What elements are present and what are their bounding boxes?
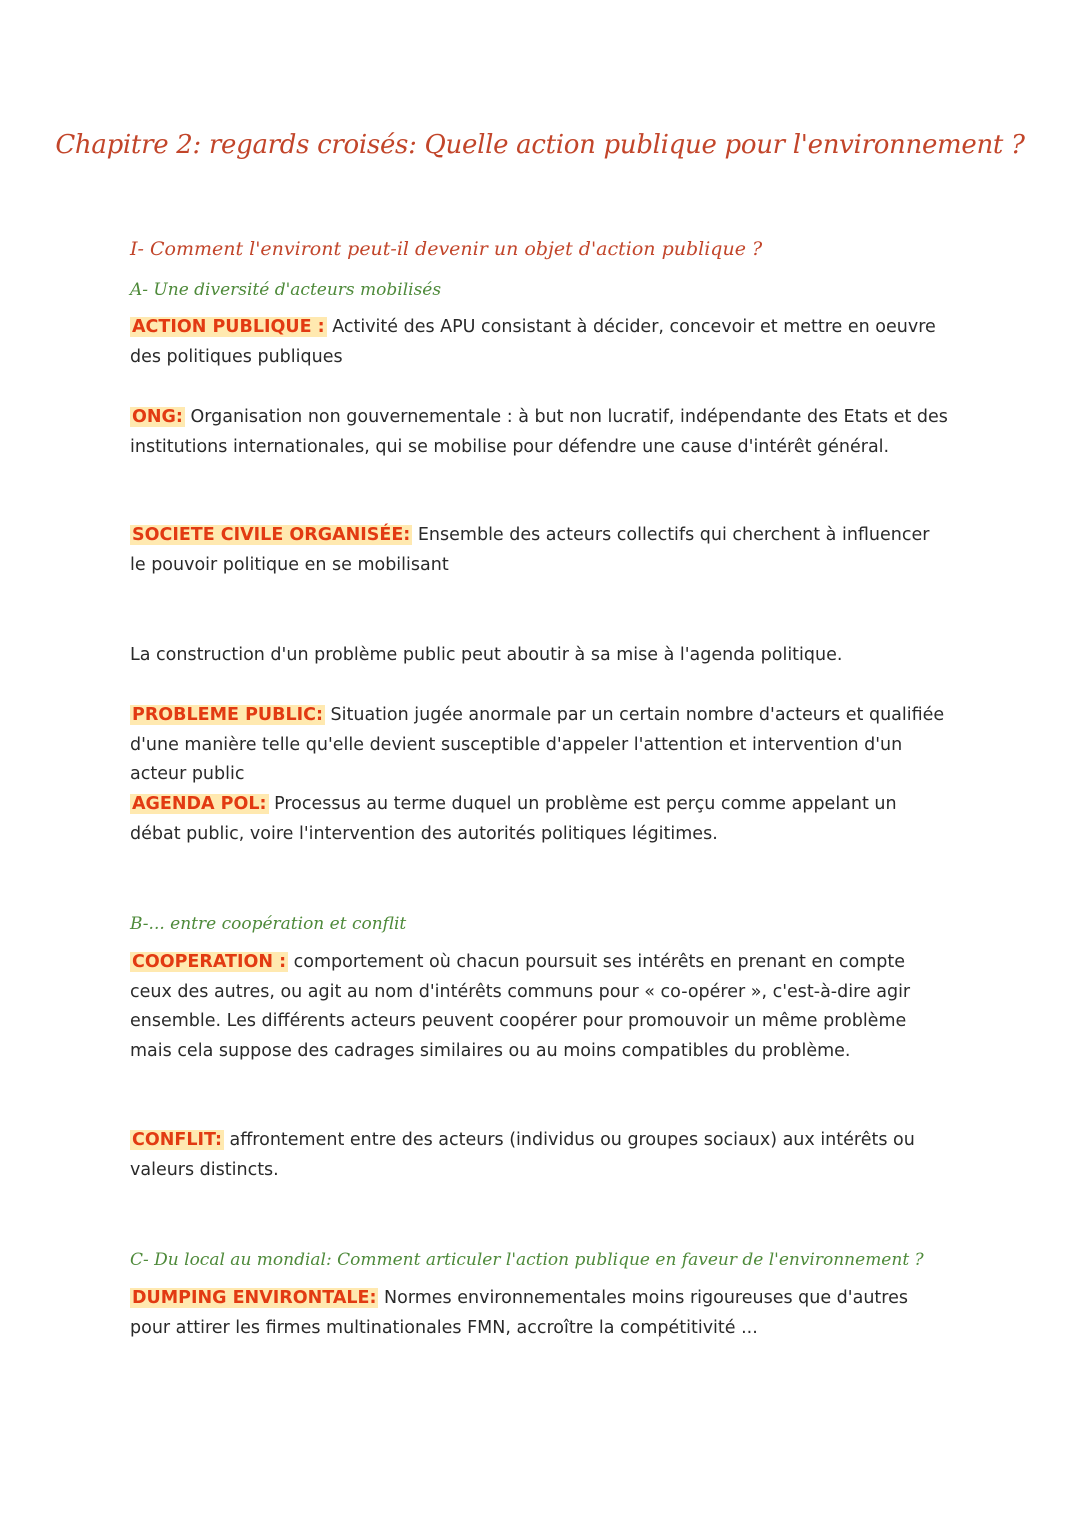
definition-societe-civile xyxy=(130,521,950,580)
subheading-c: C- Du local au mondial: Comment articuler l'action publique en faveur de l'environnement ? xyxy=(130,1250,924,1270)
definition-agenda-pol xyxy=(130,790,950,849)
chapter-title: Chapitre 2: regards croisés: Quelle action publique pour l'environnement ? xyxy=(55,130,1025,160)
subheading-b: B-... entre coopération et conflit xyxy=(130,914,407,934)
term-societe-civile: SOCIETE CIVILE ORGANISÉE: xyxy=(132,525,411,545)
definition-text: Situation jugée anormale par un certain nombre d'acteurs et qualifiée d'une manière telle qu'elle devient susceptible d'appeler l'attention et intervention d'un acteur public xyxy=(130,705,945,785)
definition-text: comportement où chacun poursuit ses intérêts en prenant en compte ceux des autres, ou agit au nom d'intérêts communs pour « co-opérer », c'est-à-dire agir ensemble. Les différents acteurs peuvent coopérer pour promouvoir un même problème mais cela suppose des cadrages similaires ou au moins compatibles du problème. xyxy=(130,952,911,1062)
statement-paragraph: La construction d'un problème public peut aboutir à sa mise à l'agenda politique. xyxy=(130,645,843,665)
definition-cooperation xyxy=(130,948,950,1067)
definition-dumping xyxy=(130,1284,950,1343)
definition-text: affrontement entre des acteurs (individus ou groupes sociaux) aux intérêts ou valeurs distincts. xyxy=(130,1130,915,1180)
term-dumping: DUMPING ENVIRONTALE: xyxy=(132,1288,377,1308)
definition-text: Ensemble des acteurs collectifs qui cherchent à influencer le pouvoir politique en se mobilisant xyxy=(130,525,930,575)
definition-text: Normes environnementales moins rigoureuses que d'autres pour attirer les firmes multinationales FMN, accroître la compétitivité ... xyxy=(130,1288,908,1338)
term-probleme-public: PROBLEME PUBLIC: xyxy=(132,705,323,725)
definition-text: Activité des APU consistant à décider, concevoir et mettre en oeuvre des politiques publiques xyxy=(130,317,936,367)
definition-text: Processus au terme duquel un problème est perçu comme appelant un débat public, voire l'intervention des autorités politiques légitimes. xyxy=(130,794,897,844)
definition-action-publique xyxy=(130,313,950,372)
definition-ong xyxy=(130,403,950,462)
section-heading-1: I- Comment l'environt peut-il devenir un objet d'action publique ? xyxy=(130,238,763,260)
definition-text: Organisation non gouvernementale : à but non lucratif, indépendante des Etats et des institutions internationales, qui se mobilise pour défendre une cause d'intérêt général. xyxy=(130,407,948,457)
definition-conflit xyxy=(130,1126,950,1185)
term-cooperation: COOPERATION : xyxy=(132,952,287,972)
definition-probleme-public xyxy=(130,701,950,790)
term-ong: ONG: xyxy=(132,407,183,427)
term-agenda-pol: AGENDA POL: xyxy=(132,794,267,814)
subheading-a: A- Une diversité d'acteurs mobilisés xyxy=(130,280,442,300)
term-conflit: CONFLIT: xyxy=(132,1130,222,1150)
term-action-publique: ACTION PUBLIQUE : xyxy=(132,317,325,337)
